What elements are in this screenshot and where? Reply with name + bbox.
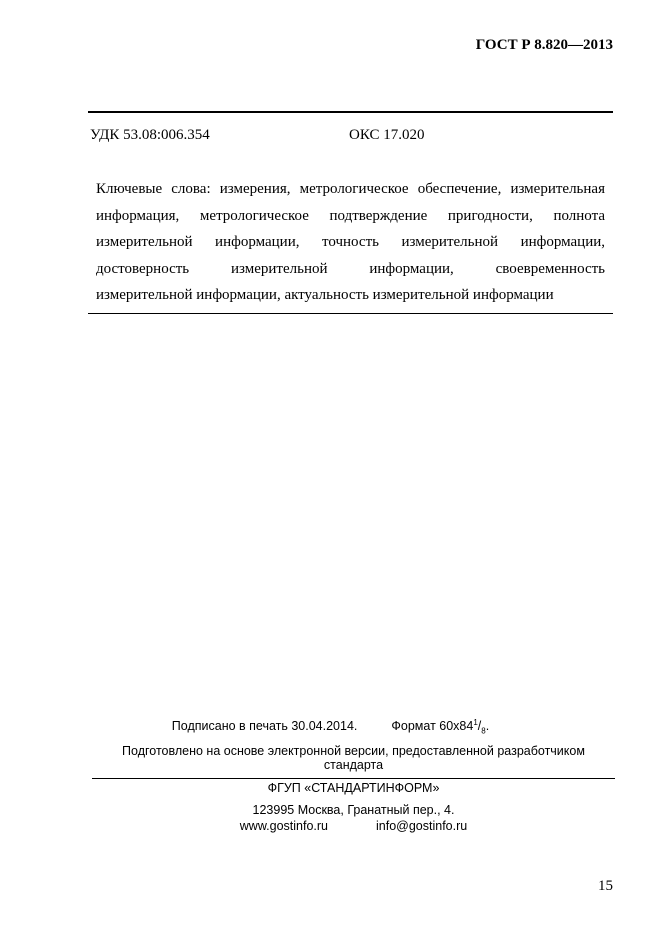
prepared-line: Подготовлено на основе электронной версии, предоставленной разработчиком (122, 744, 585, 758)
publisher-name: ФГУП «СТАНДАРТИНФОРМ» (267, 781, 440, 795)
colophon-divider (92, 778, 615, 779)
page-number: 15 (598, 878, 613, 894)
keywords-line: достоверность измерительной информации, своевременность (96, 260, 605, 277)
contacts-line (92, 819, 615, 833)
format-denominator: 8 (481, 726, 486, 736)
keywords-line: измерительной информации, актуальность измерительной информации (96, 287, 554, 303)
format-numerator: 1 (473, 718, 478, 727)
paper-format (391, 716, 489, 739)
udk-code: УДК 53.08:006.354 (90, 127, 210, 143)
keywords-line: измерительной информации, точность измерительной информации, (96, 234, 605, 250)
keywords-line: информация, метрологическое подтверждение пригодности, полнота (96, 207, 605, 224)
publisher-address: 123995 Москва, Гранатный пер., 4. (252, 803, 455, 817)
document-number: ГОСТ Р 8.820—2013 (475, 37, 613, 53)
oks-code: ОКС 17.020 (349, 127, 425, 143)
email-link[interactable]: info@gostinfo.ru (376, 819, 468, 833)
print-info-line (0, 716, 661, 739)
website-link[interactable]: www.gostinfo.ru (239, 819, 328, 833)
keywords-divider (88, 313, 613, 314)
prepared-note (92, 744, 615, 772)
format-prefix: Формат 60x84 (391, 719, 474, 734)
keywords-paragraph (96, 176, 605, 309)
format-suffix: . (485, 719, 490, 734)
top-divider (88, 111, 613, 113)
signed-date: Подписано в печать 30.04.2014. (171, 719, 358, 734)
prepared-line: стандарта (323, 758, 384, 772)
keywords-line: Ключевые слова: измерения, метрологическое обеспечение, измерительная (96, 181, 605, 197)
format-separator: / (477, 719, 482, 734)
